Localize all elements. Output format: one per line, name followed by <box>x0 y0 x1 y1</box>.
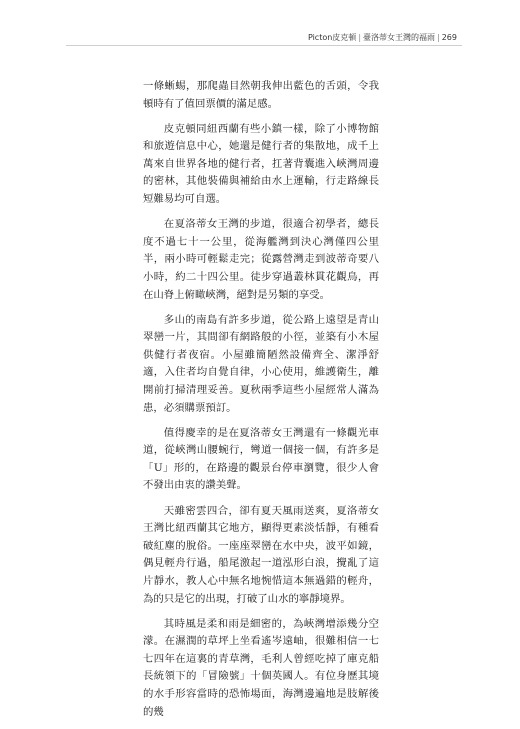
running-header <box>308 32 457 43</box>
header-separator: | <box>358 33 362 42</box>
page-number: 269 <box>441 33 457 42</box>
header-separator: | <box>437 33 440 42</box>
section-title: 臺洛蒂女王灣的福雨 <box>363 33 436 42</box>
paragraph: 皮克頓同紐西蘭有些小鎮一樣，除了小博物館和旅遊信息中心，她還是健行者的集散地，成千上萬來自世界各地的健行者，扛著背囊進入峽灣周邊的密林，其他裝備與補給由水上運輸，行走路線長短難易均可自選。 <box>143 122 379 206</box>
book-title: Picton皮克頓 <box>307 33 357 42</box>
paragraph: 其時風是柔和雨是細密的，為峽灣增添幾分空濛。在濕潤的草坪上坐看遙岑遠岫，很難相信一七七四年在這裏的青草灣，毛利人曾經吃掉了庫克船長統領下的「冒險號」十個英國人。有位身歷其境的水手形容當時的恐怖場面，海灣邊遍地是肢解後的幾 <box>143 617 379 718</box>
paragraph: 多山的南島有許多步道，從公路上遠望是青山翠巒一片，其間卻有網路般的小徑，並築有小木屋供健行者夜宿。小屋雖簡陋然設備齊全、潔淨舒適，入住者均自覺自律，小心使用，維護衛生，離開前打掃清理妥善。夏秋兩季這些小屋經常人滿為患，必須購票預訂。 <box>143 313 379 414</box>
header-rule <box>66 45 462 46</box>
paragraph: 在夏洛蒂女王灣的步道，很適合初學者，總長度不過七十一公里，從海艦灣到決心灣僅四公里半，兩小時可輕鬆走完；從露營灣走到波蒂奇要八小時，約二十四公里。徒步穿過叢林貫花觀鳥，再在山脊上俯瞰峽灣，絕對是另類的享受。 <box>143 218 379 301</box>
body-text <box>143 78 379 729</box>
paragraph: 一條蜥蜴，那爬蟲目然朝我伸出藍色的舌頭，令我頓時有了值回票價的滿足感。 <box>143 80 379 110</box>
paragraph: 值得慶幸的是在夏洛蒂女王灣還有一條觀光車道，從峽灣山腰蜿行，彎道一個接一個，有許多是「U」形的，在路邊的觀景台停車瀏覽，很少人會不發出由衷的讚美聲。 <box>143 426 379 492</box>
paragraph: 天雖密雲四合，卻有夏天風雨送爽，夏洛蒂女王灣比紐西蘭其它地方，顯得更素淡恬靜，有種看破紅塵的脫俗。一座座翠巒在水中央，波平如鏡，偶見輕舟行過，船尾激起一道泓形白浪，攪亂了這片靜水，教人心中無名地惋惜這本無過錯的輕舟，為的只是它的出現，打破了山水的寧靜境界。 <box>143 504 379 605</box>
